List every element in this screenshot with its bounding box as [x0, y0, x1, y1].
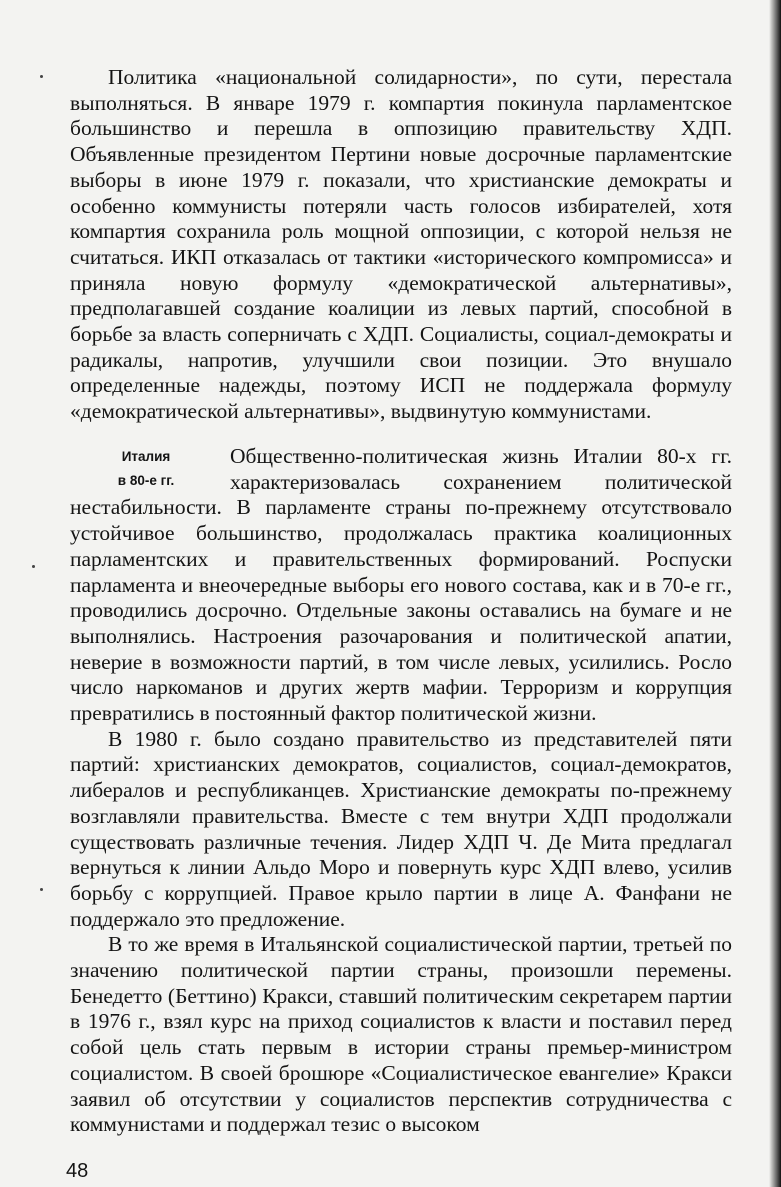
text-block-top	[70, 65, 732, 425]
side-heading-line-1: Италия	[121, 449, 171, 464]
scan-speck	[40, 75, 43, 78]
side-heading-line-2: в 80-е гг.	[117, 473, 175, 488]
paragraph-socialist-party: В то же время в Итальянской социалистической партии, третьей по значению политической партии страны, произошли перемены. Бенедетто (Беттино) Кракси, ставший политическим секретарем партии в 1976 г., взял курс на приход социалистов к власти и поставил перед собой цель стать первым в истории страны премьер-министром социалистом. В своей брошюре «Социалистическое евангелие» Кракси заявил об отсутствии у социалистов перспектив сотрудничества с коммунистами и поддержал тезис о высоком	[70, 932, 732, 1137]
paragraph-government-1980: В 1980 г. было создано правительство из представителей пяти партий: христианских демократов, социалистов, социал-демократов, либералов и республиканцев. Христианские демократы по-прежнему возглавляли правительства. Вместе с тем внутри ХДП продолжали существовать различные течения. Лидер ХДП Ч. Де Мита предлагал вернуться к линии Альдо Моро и повернуть курс ХДП влево, усилив борьбу с коррупцией. Правое крыло партии в лице А. Фанфани не поддержало это предложение.	[70, 726, 732, 931]
scan-edge-shadow	[769, 0, 781, 1187]
text-block-italy-80s	[70, 444, 732, 1138]
heading-spacer	[70, 444, 230, 494]
paragraph-political-life: Общественно-политическая жизнь Италии 80-х гг. характеризовалась сохранением политической нестабильности. В парламенте страны по-прежнему отсутствовало устойчивое большинство, продолжалась практика коалиционных парламентских и правительственных формирований. Роспуски парламента и внеочередные выборы его нового состава, как и в 70-е гг., проводились досрочно. Отдельные законы оставались на бумаге и не выполнялись. Настроения разочарования и политической апатии, неверие в возможности партий, в том числе левых, усилились. Росло число наркоманов и других жертв мафии. Терроризм и коррупция превратились в постоянный фактор политической жизни.	[70, 444, 732, 726]
page-number: 48	[66, 1160, 89, 1182]
paragraph-national-solidarity: Политика «национальной солидарности», по сути, перестала выполняться. В январе 1979 г. компартия покинула парламентское большинство и перешла в оппозицию правительству ХДП. Объявленные президентом Пертини новые досрочные парламентские выборы в июне 1979 г. показали, что христианские демократы и особенно коммунисты потеряли часть голосов избирателей, хотя компартия сохранила роль мощной оппозиции, с которой нельзя не считаться. ИКП отказалась от тактики «исторического компромисса» и приняла новую формулу «демократической альтернативы», предполагавшей создание коалиции из левых партий, способной в борьбе за власть соперничать с ХДП. Социалисты, социал-демократы и радикалы, напротив, улучшили свои позиции. Это внушало определенные надежды, поэтому ИСП не поддержала формулу «демократической альтернативы», выдвинутую коммунистами.	[70, 65, 732, 424]
scan-speck	[32, 565, 35, 568]
scan-speck	[40, 888, 43, 891]
